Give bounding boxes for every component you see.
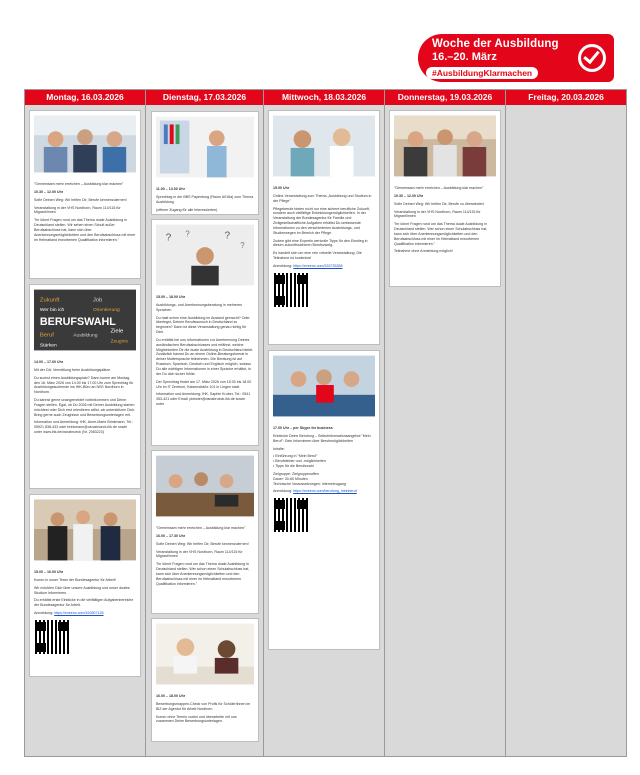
registration-label: Anmeldung:	[273, 263, 293, 268]
chalk-word: Stärken	[39, 343, 57, 349]
logo-hashtag: #AusbildungKlarmachen	[426, 67, 538, 79]
event-text: Teilnahme ohne Anmeldung möglich!	[394, 249, 453, 254]
event-title: "Gemeinsam mehr erreichen – Ausbildung klar machen"	[394, 186, 484, 190]
column-header-friday: Freitag, 20.03.2026	[506, 90, 626, 105]
event-text: "Ihr könnt Fragen rund um das Thema duale Ausbildung in Deutschland stellen. Wer schon einen Schulabschluss hat, kann sich über Anerkennungsmöglichkeiten und den Berufsabschluss mit einer im Heimatland erworbenen Qualifikation informieren."	[156, 562, 250, 586]
event-text: Veranstaltung in der VHS Nordhorn, Raum 114/115 für Migrant/innen	[156, 549, 243, 559]
workshop-photo	[273, 355, 375, 417]
registration-label: Anmeldung:	[273, 489, 293, 494]
chalk-word: Beruf	[39, 332, 54, 339]
event-text: Information und Anmeldung: IHK, Anne-Marie Brinkmann, Tel.: 05921 838-433 oder brinkmann@osnabrueck.ihk.de sowie unter www.ihk.de/osnabrueck (Nr. 2083223)	[34, 420, 134, 435]
svg-text:?: ?	[224, 230, 231, 242]
chalk-word: Orientierung	[92, 308, 120, 314]
event-card: 17.00 Uhr – per Skype for business Entdecke Deine Berufung – Selbstinformationsangebot "Mein Beruf": Dein Informieren über Berufsmöglichkeiten Inhalte: • Einführung in "Mein Beruf" • Berufsfelder und -möglichkeiten • Tipps für die Berufswahl Zielgruppe: Zielgruppenoffen Dauer: 30-60 Minuten Technische Voraussetzungen: Internetzugang Anmeldung: https://eveeno.com/berufung_meinberuf	[268, 350, 380, 650]
event-time: 17.00 Uhr – per Skype for business	[273, 426, 333, 430]
event-text: Du kannst gerne unangemeldet vorbeikommen und Deine Fragen stellen. Egal, ob Du 2026 mit Deiner Ausbildung starten möchtest oder Dich erst orientieren willst, wir unterstützen Dich. Bring gerne auch Zeugnisse und Bewerbungsunterlagen mit.	[34, 398, 136, 417]
chalk-word: Ziele	[110, 328, 124, 335]
week-schedule-grid	[24, 89, 627, 757]
event-text: "Ihr könnt Fragen rund um das Thema duale Ausbildung in Deutschland stellen. Wer schon einen Schulabschluss hat, kann sich über Anerkennungsmöglichkeiten und den Berufsabschluss mit einer im Heimatland erworbenen Qualifikation informieren."	[394, 222, 488, 246]
event-text: Es handelt sich um eine rein virtuelle Veranstaltung. Die Teilnahme ist kostenlos!	[273, 251, 362, 261]
event-card	[29, 494, 141, 677]
qr-code[interactable]	[34, 619, 70, 655]
event-title: Online-Veranstaltung zum Thema „Ausbildung und Studium in der Pflege"	[273, 193, 372, 203]
classroom-photo	[156, 455, 254, 517]
team-photo	[34, 499, 136, 561]
event-time: 15.00 – 18.00 Uhr	[156, 295, 186, 299]
svg-text:?: ?	[240, 241, 245, 251]
event-card	[151, 219, 259, 446]
chalk-word: Zukunft	[39, 297, 60, 304]
column-header-tuesday: Dienstag, 17.03.2026	[146, 90, 263, 105]
event-text: Komm ohne Termin vorbei und überarbeite mit uns zusammen Deine Bewerbungsunterlagen.	[156, 714, 237, 724]
students-photo	[394, 115, 496, 177]
event-text: Du erhältst erste Einblicke in die vielfältigen Aufgabenbereiche der Bundesagentur für Arbeit.	[34, 598, 134, 608]
list-item: Einführung in "Mein Beruf"	[275, 454, 318, 459]
column-thursday	[385, 90, 506, 756]
event-card	[151, 111, 259, 215]
event-card	[268, 110, 380, 345]
event-time: 14.00 – 17.00 Uhr	[34, 360, 64, 364]
question-marks-photo	[156, 224, 254, 286]
registration-link[interactable]: https://eveeno.com/162807128	[54, 611, 104, 616]
event-card	[151, 450, 259, 614]
event-time: 10.30 – 12.00 Uhr	[394, 193, 424, 198]
event-time: 16.00 – 18.00 Uhr	[156, 694, 186, 698]
nursing-photo	[273, 115, 375, 177]
chalk-word: Zeugnis	[110, 339, 128, 345]
logo-dates: 16.–20. März	[432, 51, 497, 63]
column-monday	[25, 90, 146, 756]
event-text: Veranstaltung in der VHS Nordhorn, Raum 114/115 für Migrant/innen	[394, 209, 481, 219]
logo-title: Woche der Ausbildung	[432, 38, 559, 50]
event-text: Du erhältst bei uns Informationen zur Anerkennung Deines ausländischen Berufsabschlusses und erfährst, welche Möglichkeiten Dir die duale Ausbildung in Deutschland bietet. Zusätzlich kannst Du an einem Online-Beratungsformat in deiner Muttersprache teilnehmen. Die Beratung ist auf Russisch, Spanisch, Deutsch und Englisch möglich, sodass Du alle wichtigen Informationen in einer Sprache erhältst, in der Du dich sicher fühlst.	[156, 337, 254, 376]
event-title: Entdecke Deine Berufung – Selbstinformationsangebot "Mein Beruf": Dein Informieren über Berufsmöglichkeiten	[273, 433, 371, 443]
chalk-word: Wer bin ich	[39, 308, 65, 314]
event-time: 10.30 – 12.00 Uhr	[34, 189, 64, 194]
event-title: Bewerbungsmappen-Check von Profis für Schüler/innen im BiZ der Agentur für Arbeit Nordhorn	[156, 701, 251, 711]
event-text: Der Sprechtag findet am 17. März 2026 von 15.00 bis 18.00 Uhr im IT Zentrum, Katzenstraße 101 in Lingen statt.	[156, 379, 252, 389]
event-time: 11.00 – 13.00 Uhr	[156, 187, 185, 191]
event-logo	[418, 34, 614, 82]
registration-label: Anmeldung:	[34, 611, 54, 616]
event-text: Sofie Deinen Weg: Wir helfen Dir, Berufe kennenzulernen!	[34, 197, 127, 202]
event-text: Zielgruppe: Zielgruppenoffen	[273, 471, 319, 476]
chalk-word: Ausbildung	[73, 333, 98, 339]
list-item: Tipps für die Berufswahl	[275, 464, 314, 469]
chalk-word: Job	[92, 297, 103, 304]
column-friday	[506, 90, 626, 756]
registration-link[interactable]: https://eveeno.com/333735358	[293, 263, 343, 268]
registration-link[interactable]: https://eveeno.com/berufung_meinberuf	[293, 489, 357, 494]
chalk-main-word: BERUFSWAHL	[39, 315, 116, 328]
event-text: Zudem gibt eine Expertin wertvolle Tipps für den Einstieg in diesen zukunftssicheren Berufszweig.	[273, 238, 368, 248]
event-card	[389, 110, 501, 287]
qr-code[interactable]	[273, 497, 309, 533]
event-text: Sprechtag in der BBS Papenburg (Raum A016a) zum Thema Ausbildung	[156, 194, 254, 204]
column-tuesday	[146, 90, 264, 756]
event-text: Dauer: 30-60 Minuten	[273, 476, 308, 481]
event-card	[29, 284, 141, 489]
event-card	[29, 110, 141, 279]
event-text: Inhalte:	[273, 446, 285, 451]
check-circle-icon	[578, 44, 606, 72]
library-photo	[156, 116, 254, 178]
event-card	[151, 618, 259, 742]
qr-code[interactable]	[273, 272, 309, 308]
event-text: Sofie Deinen Weg: Wir helfen Dir, Berufe kennenzulernen!	[156, 541, 249, 546]
event-title: Mit der DA: Vermittlung freier Ausbildungsplätze	[34, 367, 111, 372]
event-title: Komm in unser Team der Bundesagentur für Arbeit!	[34, 577, 116, 582]
column-header-monday: Montag, 16.03.2026	[25, 90, 145, 105]
berufswahl-chalkboard-image	[34, 289, 136, 351]
event-time: 15.00 Uhr	[273, 186, 290, 190]
svg-text:?: ?	[185, 229, 190, 239]
event-text: "Ihr könnt Fragen rund um das Thema duale Ausbildung in Deutschland stellen. Wir sehen einen Schult außer Berufsabschluss hat, kann sich über Anerkennungsmöglichkeiten und den Berufsabschluss mit einer im Heimatland erworbenen Qualifikation informieren."	[34, 218, 136, 242]
column-header-thursday: Donnerstag, 19.03.2026	[385, 90, 505, 105]
event-time: 15.00 – 16.00 Uhr	[34, 570, 64, 574]
svg-text:?: ?	[165, 232, 172, 244]
event-text: (offener Zugang für alle Interessierten)	[156, 207, 218, 212]
event-text: Information und Anmeldung: IHK, Saphie Kruber, Tel.: 0541 353-421 oder Email: pinkster@osnabrueck.ihk.de sowie unter	[156, 392, 251, 407]
column-wednesday	[264, 90, 385, 756]
event-text: Wir möchten Dich über unsere Ausbildung und unser duales Studium informieren.	[34, 585, 130, 595]
list-item: Berufsfelder und -möglichkeiten	[275, 459, 326, 464]
event-text: Sofie Deinen Weg: Wir helfen Dir, Berufe zu überwinden!	[394, 201, 485, 206]
students-photo	[34, 115, 136, 173]
event-text: Technische Voraussetzungen: Internetzugang	[273, 481, 346, 486]
consultation-photo	[156, 623, 254, 685]
event-text: Du suchst einen Ausbildungsplatz? Dann komm am Montag, den 16. März 2026 von 14.00 bis 17.00 Uhr zum Sprechtag für Ausbildungssuchende ins IHK-Büro an IWG Nordhorn in Nordhorn.	[34, 375, 134, 395]
event-text: Du hast schon eine Ausbildung im Ausland gemacht? Oder überlegst, Deinen Berufswunsch in Deutschland zu beginnen? Dann ist diese Veranstaltung genau richtig für Dich.	[156, 315, 250, 335]
column-header-wednesday: Mittwoch, 18.03.2026	[264, 90, 384, 105]
event-time: 16.00 – 17.30 Uhr	[156, 533, 186, 538]
event-title: Ausbildungs- und Anerkennungsberatung in mehreren Sprachen	[156, 302, 243, 312]
event-text: Pflegeberufe bieten nicht nur eine sichere berufliche Zukunft, sondern auch vielfältige Entwicklungsmöglichkeiten. In der Veranstaltung der Bundesagentur für Familie und Zivilgesellschaftliche Aufgaben erhältst Du umfassende Informationen zu den verschiedenen Ausbildungs- und Studienwegen im Bereich der Pflege.	[273, 206, 370, 235]
event-title: "Gemeinsam mehr erreichen – Ausbildung klar machen"	[34, 182, 124, 186]
event-title: "Gemeinsam mehr erreichen – Ausbildung klar machen"	[156, 526, 246, 530]
event-text: Veranstaltung in der VHS Nordhorn, Raum 114/115 für Migrant/innen	[34, 205, 121, 215]
